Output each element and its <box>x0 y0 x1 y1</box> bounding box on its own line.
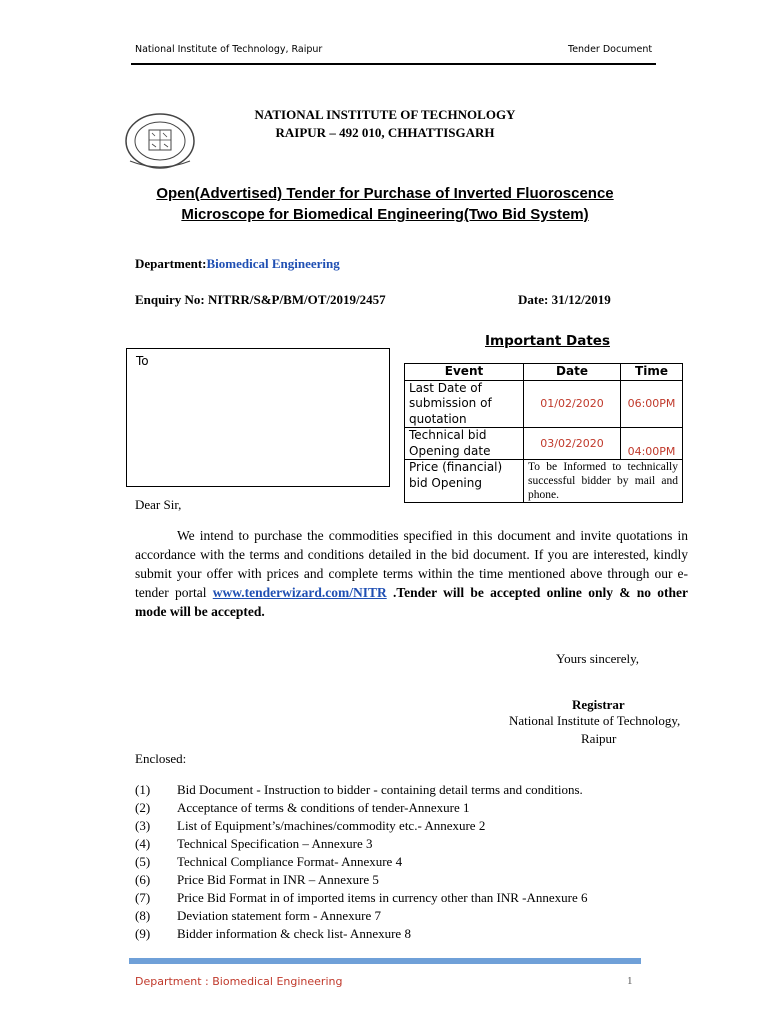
item-number: (6) <box>135 872 151 887</box>
event-cell: Price (financial) bid Opening <box>405 460 524 503</box>
item-number: (4) <box>135 836 151 851</box>
department-value: Biomedical Engineering <box>206 256 340 271</box>
header-divider <box>131 63 656 65</box>
item-text: List of Equipment’s/machines/commodity etc.- Annexure 2 <box>177 818 486 833</box>
page-number: 1 <box>627 975 633 987</box>
closing-yours: Yours sincerely, <box>556 651 640 666</box>
column-header-time: Time <box>621 364 683 381</box>
department-line <box>135 256 340 272</box>
enquiry-date: Date: 31/12/2019 <box>518 292 611 307</box>
list-item <box>135 817 587 835</box>
item-number: (8) <box>135 908 151 923</box>
column-header-event: Event <box>405 364 524 381</box>
addressee-box <box>126 348 390 487</box>
institute-address: RAIPUR – 492 010, CHHATTISGARH <box>275 125 495 140</box>
item-number: (7) <box>135 890 151 905</box>
enclosure-list <box>135 781 587 943</box>
item-text: Technical Specification – Annexure 3 <box>177 836 373 851</box>
note-cell: To be Informed to technically successful bidder by mail and phone. <box>524 460 683 503</box>
enclosed-label: Enclosed: <box>135 751 187 766</box>
header-right: Tender Document <box>568 44 653 55</box>
important-dates-heading: Important Dates <box>485 333 610 349</box>
item-text: Bidder information & check list- Annexure 8 <box>177 926 411 941</box>
event-cell: Last Date of submission of quotation <box>405 380 524 428</box>
item-number: (3) <box>135 818 151 833</box>
item-text: Deviation statement form - Annexure 7 <box>177 908 381 923</box>
item-text: Acceptance of terms & conditions of tender-Annexure 1 <box>177 800 470 815</box>
table-row <box>405 428 683 460</box>
time-cell: 06:00PM <box>621 380 683 428</box>
institute-name: NATIONAL INSTITUTE OF TECHNOLOGY <box>254 107 516 122</box>
item-text: Price Bid Format in of imported items in currency other than INR -Annexure 6 <box>177 890 588 905</box>
list-item <box>135 853 587 871</box>
signatory-designation: Registrar <box>572 697 625 712</box>
list-item <box>135 907 587 925</box>
enquiry-number: Enquiry No: NITRR/S&P/BM/OT/2019/2457 <box>135 292 386 307</box>
tender-title-line1: Open(Advertised) Tender for Purchase of Inverted Fluoroscence <box>156 185 614 202</box>
salutation: Dear Sir, <box>135 497 182 512</box>
table-row <box>405 380 683 428</box>
letter-text-2: .Tender will be accepted online only & no other mode will be accepted. <box>135 585 688 619</box>
list-item <box>135 925 587 943</box>
item-text: Price Bid Format in INR – Annexure 5 <box>177 872 379 887</box>
letter-text-1: We intend to purchase the commodities specified in this document and invite quotations in accordance with the terms and conditions detailed in the bid document. If you are interested, kindly submit your offer with prices and complete terms within the time mentioned above through our e-tender portal <box>135 528 688 600</box>
department-label: Department: <box>135 256 207 271</box>
date-cell: 03/02/2020 <box>524 428 621 460</box>
footer-department: Department : Biomedical Engineering <box>135 975 343 988</box>
header-left: National Institute of Technology, Raipur <box>135 44 323 55</box>
table-header-row <box>405 364 683 381</box>
to-label: To <box>136 354 149 368</box>
item-number: (9) <box>135 926 151 941</box>
event-cell: Technical bid Opening date <box>405 428 524 460</box>
item-number: (1) <box>135 782 151 797</box>
tender-portal-link[interactable]: www.tenderwizard.com/NITR <box>212 585 387 600</box>
signatory-org-line2: Raipur <box>581 731 617 746</box>
tender-title-line2: Microscope for Biomedical Engineering(Two Bid System) <box>181 206 589 223</box>
item-number: (2) <box>135 800 151 815</box>
list-item <box>135 781 587 799</box>
important-dates-table <box>404 363 683 503</box>
list-item <box>135 799 587 817</box>
list-item <box>135 835 587 853</box>
time-cell: 04:00PM <box>621 428 683 460</box>
item-number: (5) <box>135 854 151 869</box>
signatory-org-line1: National Institute of Technology, <box>509 713 681 728</box>
letter-body <box>135 526 688 621</box>
item-text: Bid Document - Instruction to bidder - containing detail terms and conditions. <box>177 782 583 797</box>
table-row <box>405 460 683 503</box>
column-header-date: Date <box>524 364 621 381</box>
item-text: Technical Compliance Format- Annexure 4 <box>177 854 403 869</box>
list-item <box>135 871 587 889</box>
footer-divider <box>129 958 641 964</box>
list-item <box>135 889 587 907</box>
date-cell: 01/02/2020 <box>524 380 621 428</box>
